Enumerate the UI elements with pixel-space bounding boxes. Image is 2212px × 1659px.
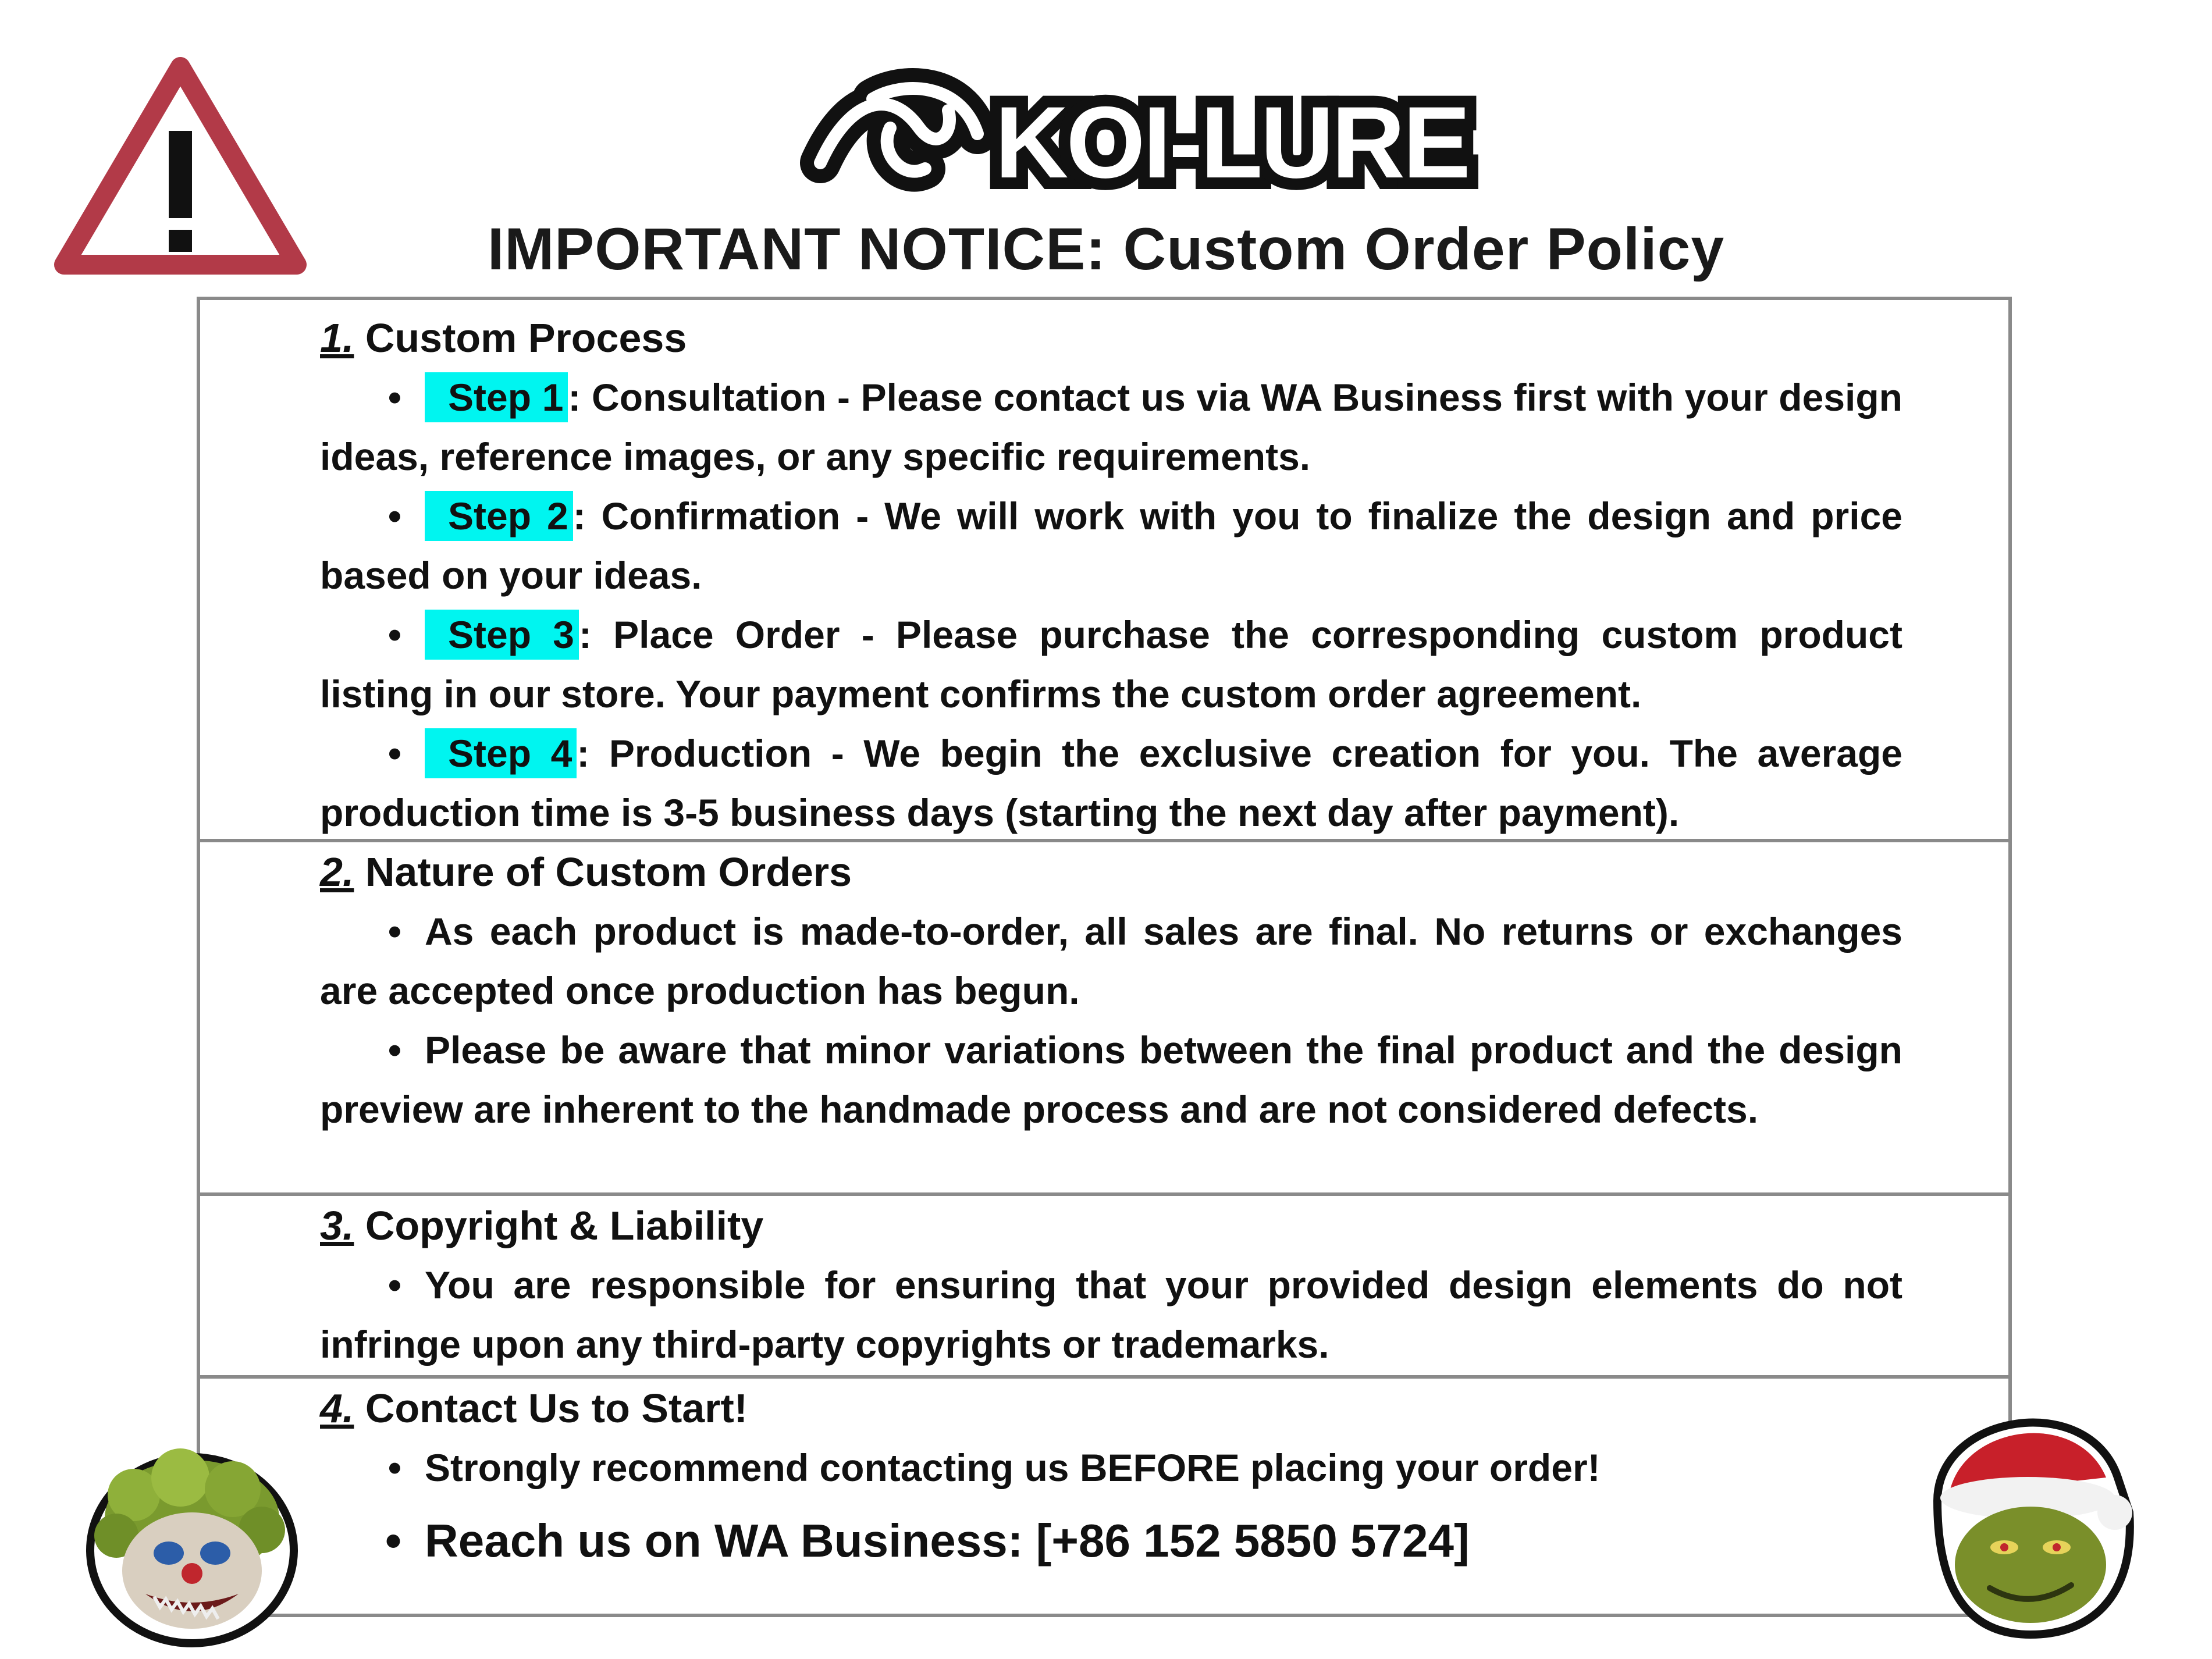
koi-lure-logo [803, 64, 1468, 204]
clown-mascot-image [81, 1443, 303, 1652]
list-item: • Step 4 : Production - We begin the exclusive creation for you. The average production time is 3-5 business days (starting the next day after payment). [320, 724, 1902, 842]
section-heading: 1. Custom Process [320, 315, 687, 361]
step-badge: Step 1 [425, 372, 568, 422]
list-item: • You are responsible for ensuring that your provided design elements do not infringe upon any third-party copyrights or trademarks. [320, 1263, 1902, 1366]
list-item: • As each product is made-to-order, all sales are final. No returns or exchanges are accepted once production has begun. [320, 910, 1902, 1012]
section-heading: 3. Copyright & Liability [320, 1203, 764, 1248]
step-badge: Step 3 [425, 610, 579, 660]
section-heading: 4. Contact Us to Start! [320, 1386, 748, 1431]
list-item: • Step 1 : Consultation - Please contact us via WA Business first with your design ideas, reference images, or any specific requirements. [320, 368, 1902, 486]
list-item: • Please be aware that minor variations between the final product and the design preview are inherent to the handmade process and are not considered defects. [320, 1028, 1902, 1131]
section-nature-of-custom-orders [320, 842, 1902, 1139]
list-item: • Strongly recommend contacting us BEFORE placing your order! [387, 1446, 1601, 1489]
section-custom-process [320, 308, 1902, 842]
list-item: • Step 2 : Confirmation - We will work with you to finalize the design and price based on your ideas. [320, 486, 1902, 605]
section-heading: 2. Nature of Custom Orders [320, 849, 852, 895]
page-title: IMPORTANT NOTICE: Custom Order Policy [487, 216, 1725, 282]
step-badge: Step 2 [425, 491, 573, 541]
list-item: • Step 3 : Place Order - Please purchase the corresponding custom product listing in our store. Your payment confirms the custom order agreement. [320, 605, 1902, 724]
contact-line: • Reach us on WA Business: [+86 152 5850 5724] [385, 1515, 1470, 1567]
grinch-mascot-image [1914, 1379, 2147, 1646]
section-contact-us [320, 1379, 1902, 1585]
section-copyright-liability [320, 1196, 1902, 1374]
step-badge: Step 4 [425, 728, 577, 778]
logo-brand-text: KOI-LURE [995, 86, 1468, 200]
